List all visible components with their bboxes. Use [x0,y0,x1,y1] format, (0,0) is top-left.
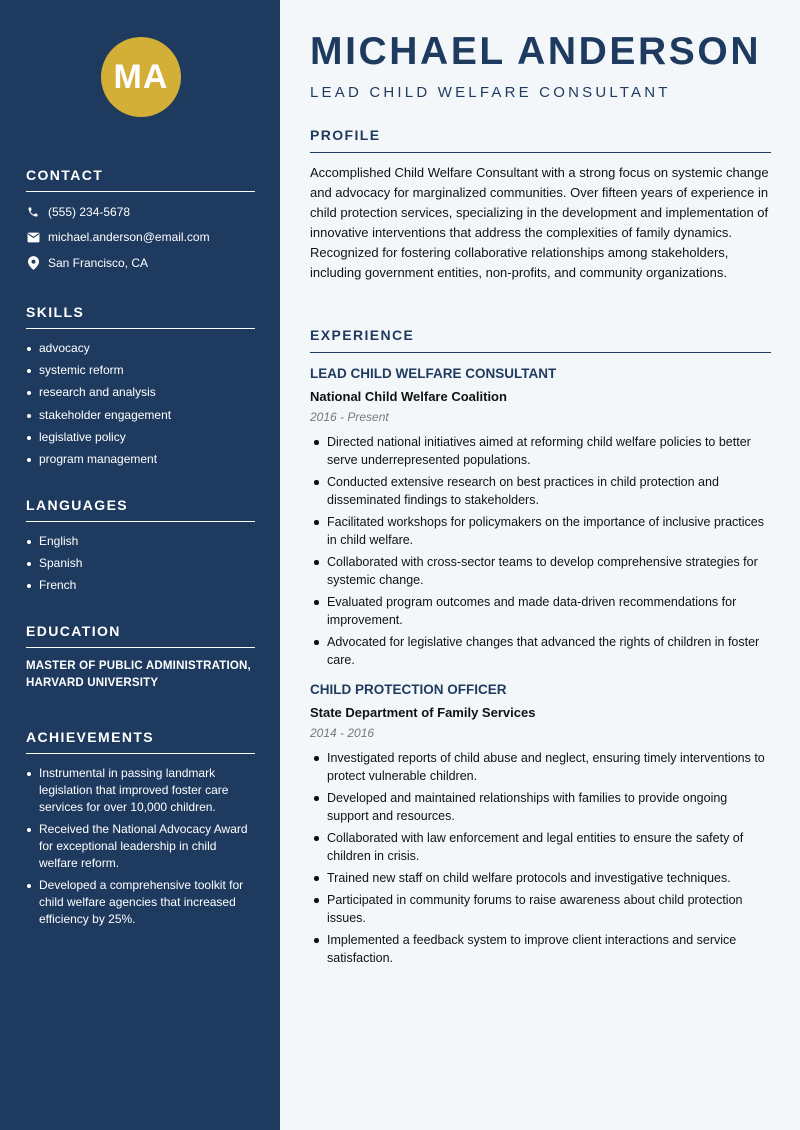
job-bullet: Collaborated with cross-sector teams to develop comprehensive strategies for systemic change. [310,553,771,589]
avatar: MA [101,37,181,117]
education-section [26,623,255,692]
achievement-item: Instrumental in passing landmark legislation that improved foster care services for over 10,000 children. [26,765,255,816]
skill-item: research and analysis [26,384,255,401]
experience-section [310,327,771,971]
job-company: National Child Welfare Coalition [310,389,507,404]
job-bullet: Evaluated program outcomes and made data-driven recommendations for improvement. [310,593,771,629]
skills-list [26,340,255,468]
achievement-item: Developed a comprehensive toolkit for child welfare agencies that increased efficiency by 25%. [26,877,255,928]
location-pin-icon [26,256,40,270]
phone-text: (555) 234-5678 [48,204,131,219]
job-bullet: Advocated for legislative changes that advanced the rights of children in foster care. [310,633,771,669]
contact-section [26,167,255,271]
location-text: San Francisco, CA [48,255,149,270]
education-heading: EDUCATION [26,623,255,648]
language-item: French [26,577,255,594]
email-text: michael.anderson@email.com [48,230,210,244]
skills-section [26,304,255,473]
achievements-heading: ACHIEVEMENTS [26,729,255,754]
job-bullet: Collaborated with law enforcement and legal entities to ensure the safety of children in crisis. [310,829,771,865]
languages-list [26,533,255,594]
job-bullet: Participated in community forums to raise awareness about child protection issues. [310,891,771,927]
skill-item: advocacy [26,340,255,357]
contact-location [26,254,255,271]
contact-phone [26,203,255,220]
job-bullet-list [310,749,771,967]
job-bullet: Facilitated workshops for policymakers on the importance of inclusive practices in child welfare. [310,513,771,549]
profile-heading: PROFILE [310,127,771,153]
job-bullet: Investigated reports of child abuse and neglect, ensuring timely interventions to protect vulnerable children. [310,749,771,785]
job-company: State Department of Family Services [310,705,536,720]
phone-icon [26,205,40,219]
job-dates: 2016 - Present [310,410,389,424]
contact-email [26,229,255,246]
job-bullet: Conducted extensive research on best practices in child protection and disseminated findings to stakeholders. [310,473,771,509]
profile-section [310,127,771,283]
job-bullet: Directed national initiatives aimed at reforming child welfare policies to better serve underrepresented populations. [310,433,771,469]
job-bullet: Developed and maintained relationships with families to provide ongoing support and resources. [310,789,771,825]
job-bullet: Implemented a feedback system to improve client interactions and service satisfaction. [310,931,771,967]
skill-item: systemic reform [26,362,255,379]
profile-text: Accomplished Child Welfare Consultant with a strong focus on systemic change and advocacy for marginalized communities. Over fifteen years of experience in child protection services, specializing in the development and implementation of innovative interventions that address the complexities of family dynamics. Recognized for fostering collaborative relationships among stakeholders, including government entities, non-profits, and community organizations. [310,165,769,280]
languages-section [26,497,255,600]
skill-item: stakeholder engagement [26,407,255,424]
experience-heading: EXPERIENCE [310,327,771,353]
skill-item: legislative policy [26,429,255,446]
skills-heading: SKILLS [26,304,255,329]
candidate-title: LEAD CHILD WELFARE CONSULTANT [310,84,671,101]
language-item: English [26,533,255,550]
job-bullet: Trained new staff on child welfare protocols and investigative techniques. [310,869,771,887]
achievement-item: Received the National Advocacy Award for exceptional leadership in child welfare reform. [26,821,255,872]
job-entry [310,365,771,669]
candidate-name: MICHAEL ANDERSON [310,30,762,73]
language-item: Spanish [26,555,255,572]
achievements-section [26,729,255,933]
job-entry [310,681,771,967]
job-bullet-list [310,433,771,669]
contact-heading: CONTACT [26,167,255,192]
email-icon [26,230,40,244]
job-dates: 2014 - 2016 [310,726,375,740]
job-title: CHILD PROTECTION OFFICER [310,682,507,697]
contact-list [26,203,255,271]
education-degree: MASTER OF PUBLIC ADMINISTRATION, HARVARD UNIVERSITY [26,660,251,689]
sidebar [0,0,280,1130]
languages-heading: LANGUAGES [26,497,255,522]
skill-item: program management [26,451,255,468]
achievements-list [26,765,255,928]
job-title: LEAD CHILD WELFARE CONSULTANT [310,366,557,381]
